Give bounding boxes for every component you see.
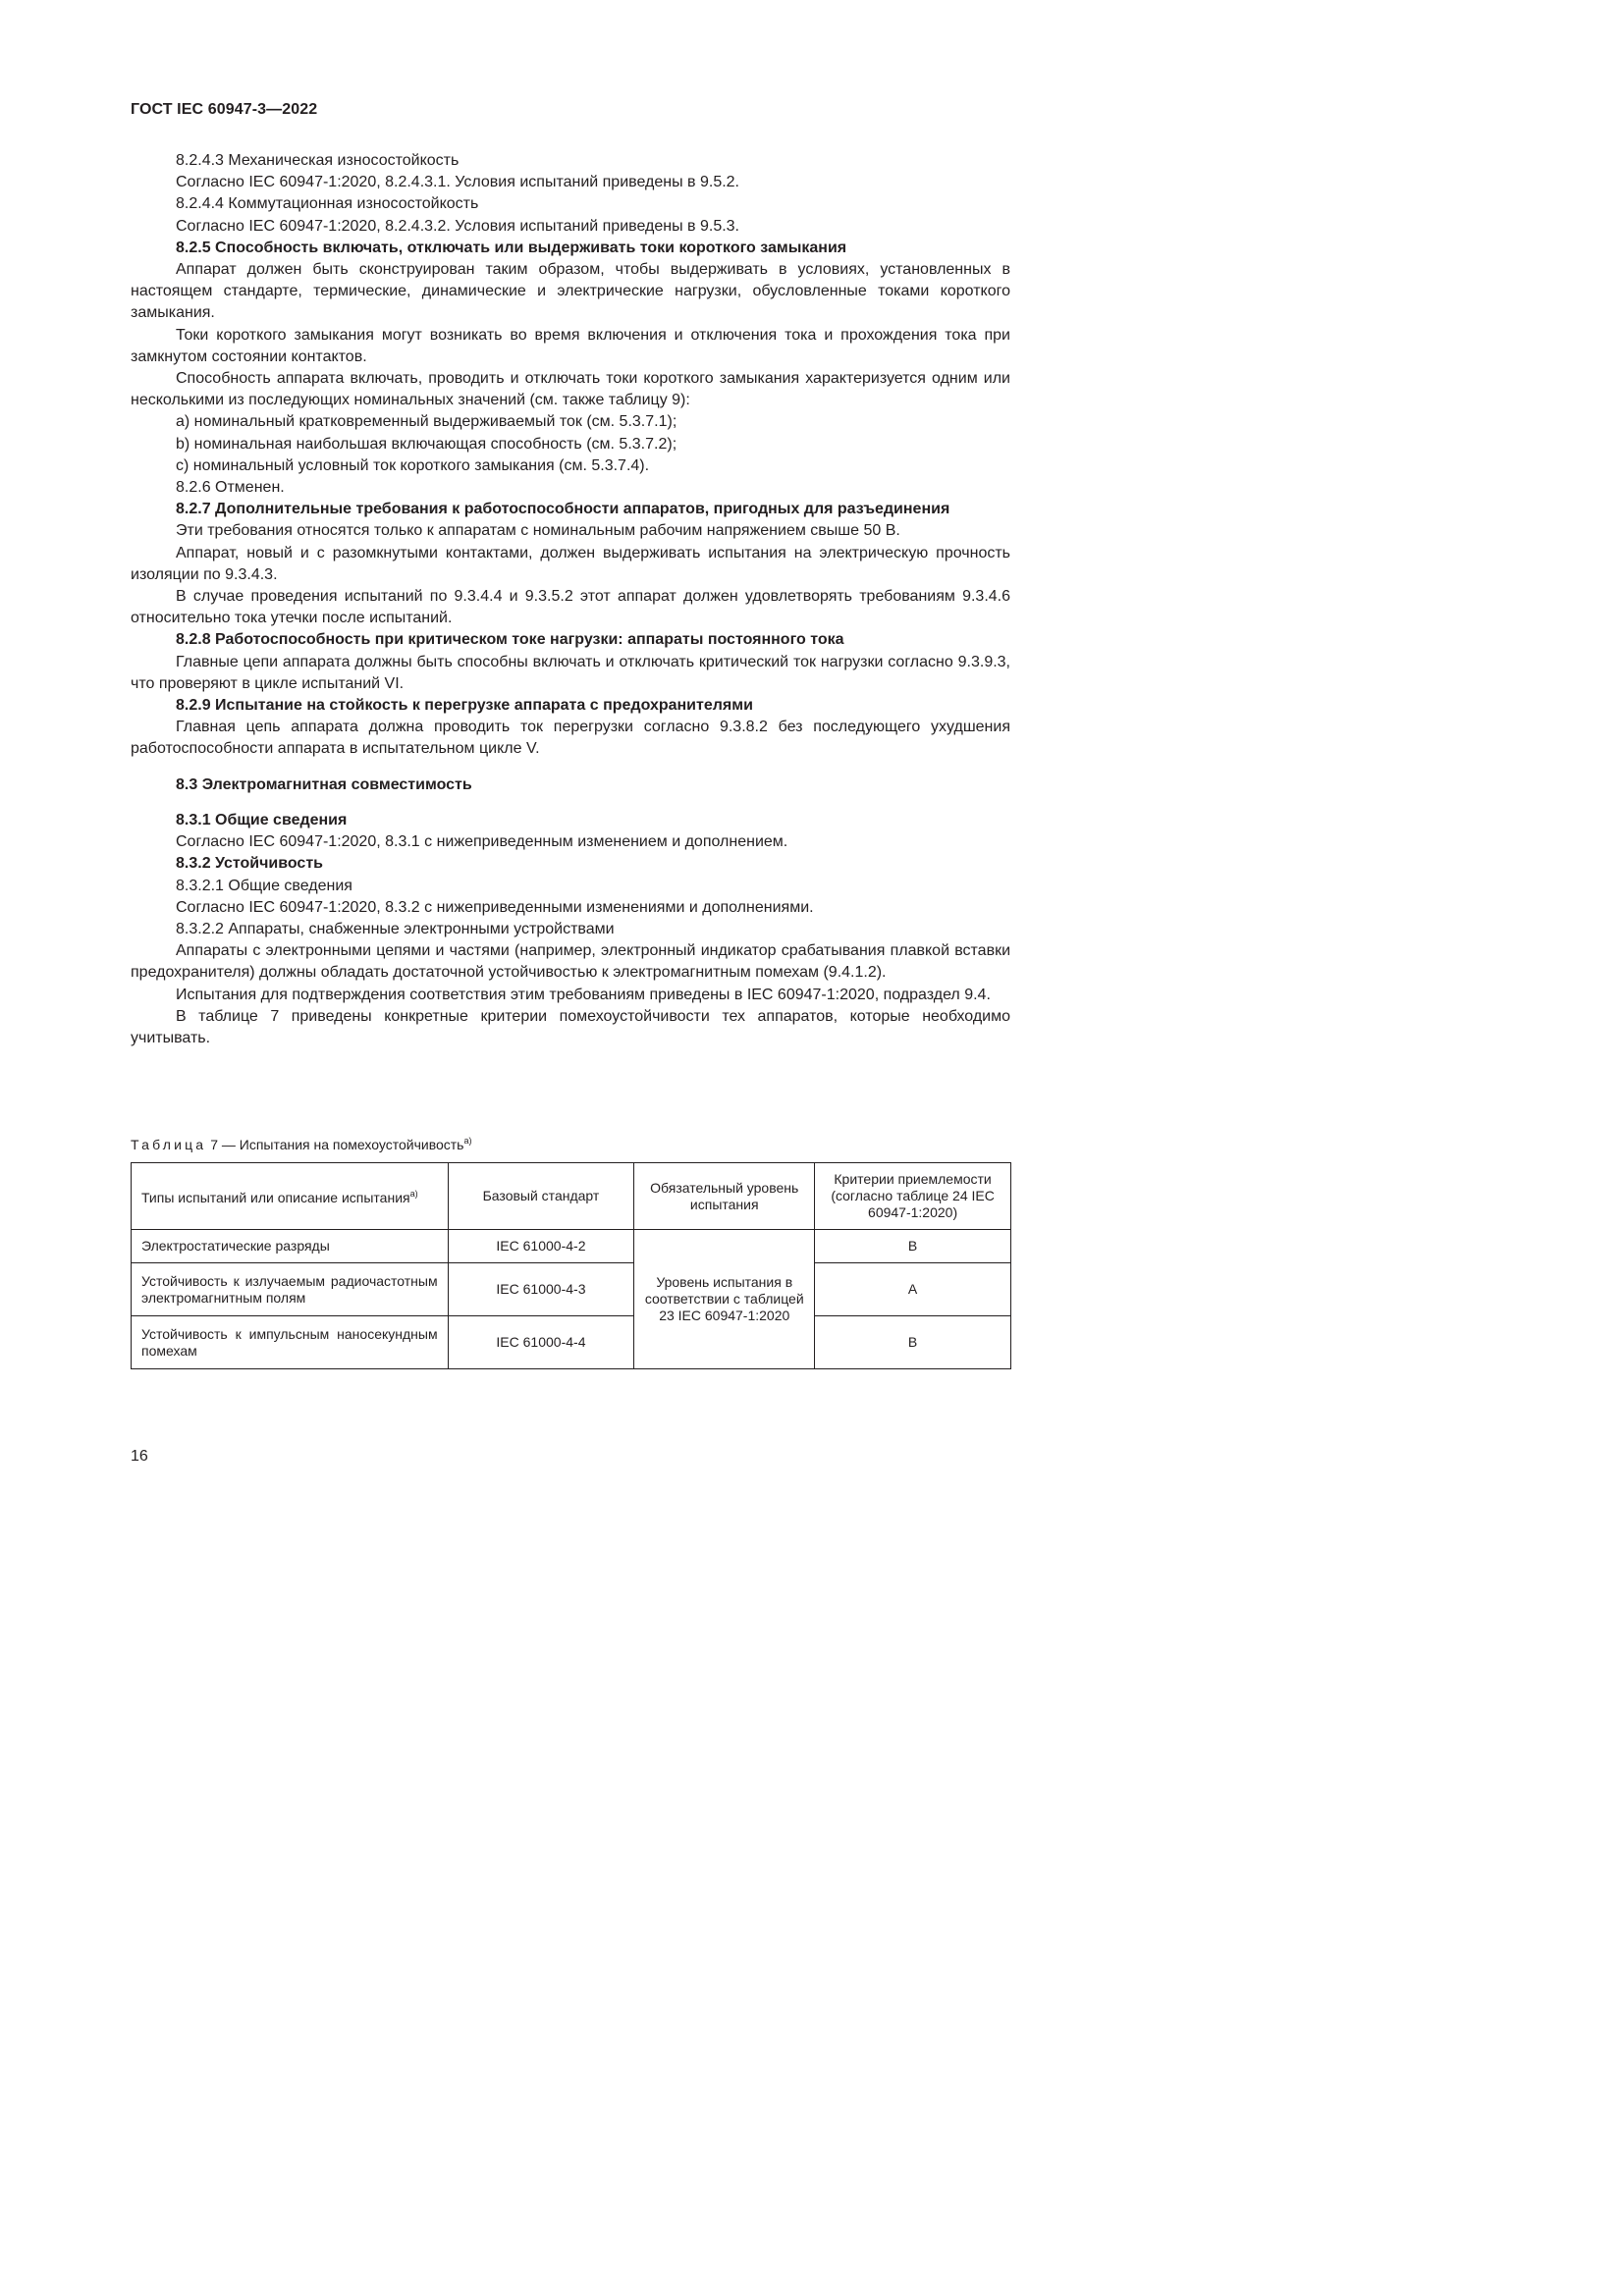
table-caption <box>131 1136 471 1152</box>
table-caption-label: Таблица <box>131 1137 207 1152</box>
paragraph: Аппарат, новый и с разомкнутыми контактами, должен выдерживать испытания на электрическую прочность изоляции по 9.3.4.3. <box>131 544 1010 583</box>
paragraph: В случае проведения испытаний по 9.3.4.4 и 9.3.5.2 этот аппарат должен удовлетворять требованиям 9.3.4.6 относительно тока утечки после испытаний. <box>131 588 1010 627</box>
header-footnote: a) <box>409 1189 418 1199</box>
paragraph: Аппарат должен быть сконструирован таким образом, чтобы выдерживать в условиях, установленных в настоящем стандарте, термические, динамические и электрические нагрузки, обусловленные токами короткого замыкания. <box>131 261 1010 322</box>
paragraph: Согласно IEC 60947-1:2020, 8.3.1 с нижеприведенным изменением и дополнением. <box>176 833 788 851</box>
section-heading: 8.2.9 Испытание на стойкость к перегрузке аппарата с предохранителями <box>176 697 753 715</box>
paragraph: Аппараты с электронными цепями и частями (например, электронный индикатор срабатывания плавкой вставки предохранителя) должны обладать достаточной устойчивостью к электромагнитным помехам (9.4.1.2). <box>131 942 1010 982</box>
cell-standard: IEC 61000-4-3 <box>448 1263 634 1316</box>
table-caption-title: 7 — Испытания на помехоустойчивость <box>210 1137 464 1152</box>
clause-heading: 8.2.6 Отменен. <box>176 479 285 497</box>
section-heading: 8.2.5 Способность включать, отключать или выдерживать токи короткого замыкания <box>176 239 847 256</box>
section-heading: 8.3 Электромагнитная совместимость <box>176 775 472 793</box>
body-text <box>131 150 1010 1049</box>
paragraph: Согласно IEC 60947-1:2020, 8.2.4.3.1. Условия испытаний приведены в 9.5.2. <box>176 174 739 191</box>
section-heading: 8.3.2 Устойчивость <box>176 855 323 873</box>
clause-heading: 8.2.4.3 Механическая износостойкость <box>176 152 460 169</box>
header-cell-standard: Базовый стандарт <box>448 1163 634 1230</box>
cell-test-type: Устойчивость к излучаемым радиочастотным электромагнитным полям <box>132 1263 449 1316</box>
cell-criterion: B <box>815 1316 1011 1369</box>
cell-criterion: A <box>815 1263 1011 1316</box>
paragraph: Способность аппарата включать, проводить и отключать токи короткого замыкания характеризуется одним или несколькими из последующих номинальных значений (см. также таблицу 9): <box>131 370 1010 409</box>
clause-heading: 8.2.4.4 Коммутационная износостойкость <box>176 195 479 213</box>
clause-heading: 8.3.2.1 Общие сведения <box>176 877 352 894</box>
cell-criterion: B <box>815 1230 1011 1263</box>
cell-test-type: Электростатические разряды <box>132 1230 449 1263</box>
table-row <box>132 1316 1011 1369</box>
document-header: ГОСТ IEC 60947-3—2022 <box>131 101 318 118</box>
section-heading: 8.2.7 Дополнительные требования к работоспособности аппаратов, пригодных для разъединения <box>176 501 950 518</box>
paragraph: Главная цепь аппарата должна проводить ток перегрузки согласно 9.3.8.2 без последующего ухудшения работоспособности аппарата в испытательном цикле V. <box>131 719 1010 758</box>
table-header-row <box>132 1163 1011 1230</box>
section-heading: 8.3.1 Общие сведения <box>176 811 348 828</box>
paragraph: Эти требования относятся только к аппаратам с номинальным рабочим напряжением свыше 50 В. <box>176 522 900 540</box>
paragraph: Испытания для подтверждения соответствия этим требованиям приведены в IEC 60947-1:2020, подраздел 9.4. <box>176 986 991 1003</box>
header-cell-test-type <box>132 1163 449 1230</box>
section-heading: 8.2.8 Работоспособность при критическом токе нагрузки: аппараты постоянного тока <box>176 631 844 649</box>
cell-standard: IEC 61000-4-4 <box>448 1316 634 1369</box>
list-item: a) номинальный кратковременный выдерживаемый ток (см. 5.3.7.1); <box>176 413 677 431</box>
header-test-type-text: Типы испытаний или описание испытания <box>141 1190 410 1205</box>
cell-test-type: Устойчивость к импульсным наносекундным помехам <box>132 1316 449 1369</box>
paragraph: Согласно IEC 60947-1:2020, 8.2.4.3.2. Условия испытаний приведены в 9.5.3. <box>176 217 739 235</box>
list-item: b) номинальная наибольшая включающая способность (см. 5.3.7.2); <box>176 435 677 453</box>
cell-standard: IEC 61000-4-2 <box>448 1230 634 1263</box>
clause-heading: 8.3.2.2 Аппараты, снабженные электронными устройствами <box>176 920 615 937</box>
list-item: c) номинальный условный ток короткого замыкания (см. 5.3.7.4). <box>176 456 650 474</box>
table-7 <box>131 1162 1011 1369</box>
table-row <box>132 1230 1011 1263</box>
cell-merged-level: Уровень испытания в соответствии с таблицей 23 IEC 60947-1:2020 <box>634 1230 815 1369</box>
header-cell-level: Обязательный уровень испытания <box>634 1163 815 1230</box>
paragraph: Согласно IEC 60947-1:2020, 8.3.2 с нижеприведенными изменениями и дополнениями. <box>176 898 814 916</box>
table-row <box>132 1263 1011 1316</box>
paragraph: Токи короткого замыкания могут возникать во время включения и отключения тока и прохождения тока при замкнутом состоянии контактов. <box>131 326 1010 365</box>
header-cell-criteria: Критерии приемлемости (согласно таблице 24 IEC 60947-1:2020) <box>815 1163 1011 1230</box>
page-number: 16 <box>131 1448 148 1465</box>
paragraph: Главные цепи аппарата должны быть способны включать и отключать критический ток нагрузки согласно 9.3.9.3, что проверяют в цикле испытаний VI. <box>131 653 1010 692</box>
table-caption-footnote: a) <box>463 1136 472 1146</box>
paragraph: В таблице 7 приведены конкретные критерии помехоустойчивости тех аппаратов, которые необходимо учитывать. <box>131 1007 1010 1046</box>
